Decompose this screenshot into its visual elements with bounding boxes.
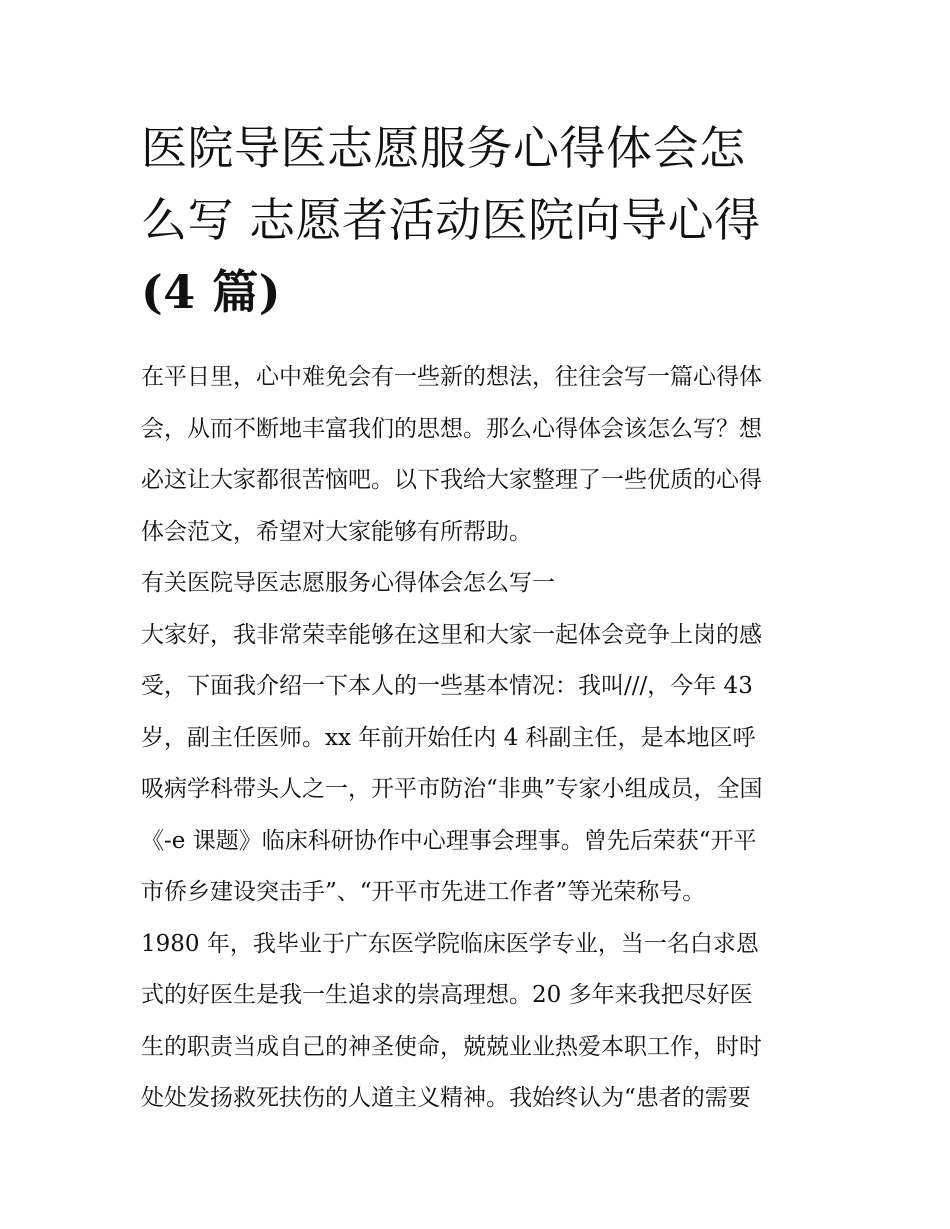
body-line: 处处发扬救死扶伤的人道主义精神。我始终认为“患者的需要 xyxy=(141,1085,751,1111)
body-line: 式的好医生是我一生追求的崇高理想。20 多年来我把尽好医 xyxy=(141,982,753,1008)
body-line: 在平日里，心中难免会有一些新的想法，往往会写一篇心得体 xyxy=(141,364,762,390)
title-line-1: 医院导医志愿服务心得体会怎 xyxy=(141,121,746,175)
body-line: 1980 年，我毕业于广东医学院临床医学专业，当一名白求恩 xyxy=(141,930,759,957)
section-heading: 有关医院导医志愿服务心得体会怎么写一 xyxy=(141,570,555,596)
document-body xyxy=(141,352,821,1125)
body-line: 必这让大家都很苦恼吧。以下我给大家整理了一些优质的心得 xyxy=(141,467,762,493)
body-line: 受，下面我介绍一下本人的一些基本情况：我叫///，今年 43 xyxy=(141,673,753,699)
body-line: 体会范文，希望对大家能够有所帮助。 xyxy=(141,518,532,545)
title-line-2: 么写 志愿者活动医院向导心得 xyxy=(141,193,761,247)
body-line: 大家好，我非常荣幸能够在这里和大家一起体会竞争上岗的感 xyxy=(141,621,762,648)
body-line: 吸病学科带头人之一，开平市防治“非典”专家小组成员，全国 xyxy=(141,776,763,802)
title-line-3: (4 篇) xyxy=(141,265,282,319)
body-line: 生的职责当成自己的神圣使命，兢兢业业热爱本职工作，时时 xyxy=(141,1033,762,1060)
document-title xyxy=(141,112,821,328)
body-line: 市侨乡建设突击手”、“开平市先进工作者”等光荣称号。 xyxy=(141,879,706,905)
body-line: 岁，副主任医师。xx 年前开始任内 4 科副主任，是本地区呼 xyxy=(141,724,756,751)
body-line: 《-e 课题》临床科研协作中心理事会理事。曾先后荣获“开平 xyxy=(141,827,757,854)
body-line: 会，从而不断地丰富我们的思想。那么心得体会该怎么写？想 xyxy=(141,415,762,442)
